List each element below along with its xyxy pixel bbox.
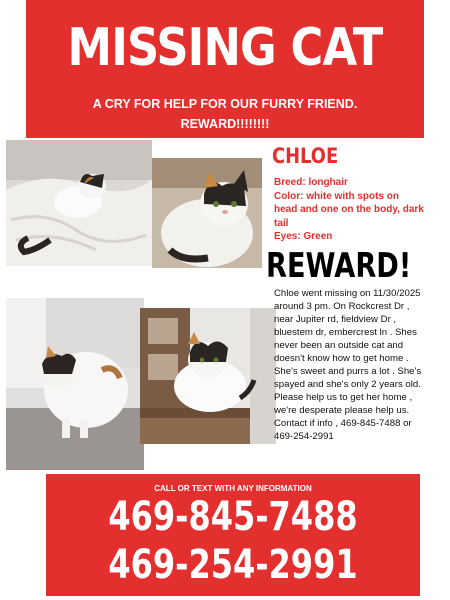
- cat-photo-bed: [6, 140, 152, 266]
- contact-banner: [46, 474, 420, 596]
- cat-breed: Breed: longhair: [274, 177, 348, 188]
- cat-photo-closeup: [152, 158, 262, 268]
- poster-subtitle: [26, 94, 424, 134]
- call-instruction: CALL OR TEXT WITH ANY INFORMATION: [154, 484, 312, 493]
- cat-color: Color: white with spots on head and one on the body, dark tail: [274, 190, 424, 229]
- cat-eyes: Eyes: Green: [274, 231, 333, 242]
- phone-number-2: 469-254-2991: [108, 542, 358, 588]
- reward-heading: REWARD!: [266, 246, 412, 286]
- cat-photo-cattree: [140, 308, 276, 444]
- subtitle-line-1: A CRY FOR HELP FOR OUR FURRY FRIEND.: [92, 97, 358, 111]
- cat-name: CHLOE: [272, 144, 339, 168]
- missing-story: Chloe went missing on 11/30/2025 around 3 pm. On Rockcrest Dr , near Jupiter rd, fieldview Dr , bluestem dr, embercrest ln . Shes never been an outside cat and doesn't know how to get home . She's sweet and purrs a lot . She's spayed and she's only 2 years old. Please help us to get her home , we're desperate please help us. Contact if info , 469-845-7488 or 469-254-2991: [274, 288, 422, 442]
- cat-details: [274, 176, 424, 244]
- poster-title: MISSING CAT: [67, 18, 383, 78]
- subtitle-line-2: REWARD!!!!!!!!: [180, 117, 270, 131]
- cat-photo-floor: [6, 298, 144, 470]
- phone-number-1: 469-845-7488: [108, 494, 358, 540]
- header-banner: [26, 0, 424, 138]
